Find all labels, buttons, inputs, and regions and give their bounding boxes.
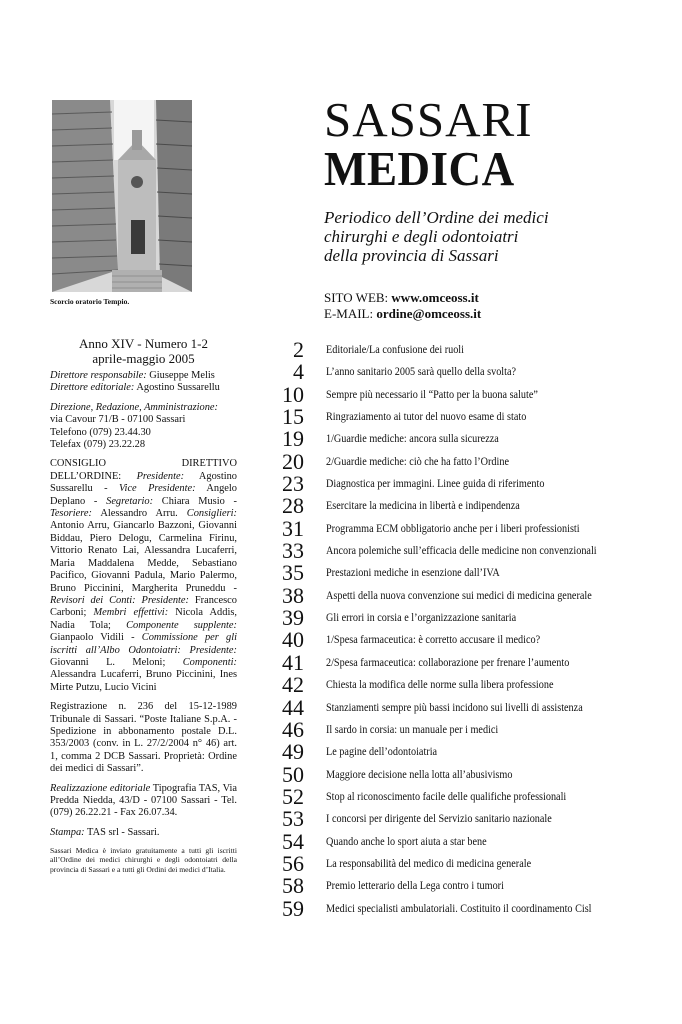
toc-title (326, 432, 522, 446)
alley-photo-image (52, 100, 192, 292)
toc-entry[interactable] (270, 426, 670, 452)
toc-entry[interactable] (270, 493, 670, 519)
toc-page-number: 2 (293, 337, 304, 362)
toc-title-text: Il sardo in corsia: un manuale per i medici (326, 722, 499, 736)
toc-entry[interactable] (270, 605, 670, 631)
director-editorial-name: Agostino Sussarellu (134, 382, 220, 394)
council-text: Nicola Addis, Nadia Tola; (50, 607, 237, 631)
toc-title-text: 1/Guardie mediche: ancora sulla sicurezza (326, 432, 499, 446)
toc-title (326, 343, 483, 357)
toc-entry[interactable] (270, 672, 670, 698)
toc-title (326, 410, 554, 424)
council-role: Segretario: (106, 495, 154, 507)
toc-title-text: I concorsi per dirigente del Servizio sanitario nazionale (326, 812, 552, 826)
council-text: Angelo Deplano - (50, 483, 237, 507)
council-role: Presidente: (136, 470, 185, 482)
website-label: SITO WEB: (324, 290, 392, 305)
issue-number: Anno XIV - Numero 1-2 (78, 336, 209, 351)
toc-entry[interactable] (270, 651, 670, 673)
council-text: Chiara Musio - (153, 495, 237, 507)
toc-page-number: 44 (282, 694, 304, 720)
toc-page-number: 15 (282, 404, 304, 430)
toc-title (326, 835, 509, 849)
toc-title-text: Le pagine dell’odontoiatria (326, 745, 438, 759)
council-text: Antonio Arru, Giancarlo Bazzoni, Giovanni Biddau, Piero Delogu, Carmelina Firinu, Vittorio Renato Lai, Alessandra Lucaferri, Maria Maddalena Medde, Sebastiano Pacifico, Giovanni Padula, Mario Palermo, Bruno Piccinini, Margherita Pruneddu - (50, 520, 237, 594)
toc-entry[interactable] (270, 763, 670, 785)
toc-title (326, 566, 523, 580)
director-responsible-name: Giuseppe Melis (146, 370, 215, 381)
print-label: Stampa: (50, 826, 85, 838)
toc-entry[interactable] (270, 696, 670, 718)
production-text: Tipografia TAS, Via Predda Niedda, 43/D - 07100 Sassari - Tel. (079) 26.22.21 - Fax 26.07.34. (50, 782, 237, 819)
council-role: Revisori dei Conti: Presidente: (50, 594, 189, 606)
office-address: via Cavour 71/B - 07100 Sassari (50, 414, 186, 426)
email-link[interactable]: ordine@omceoss.it (376, 306, 482, 321)
toc-title-text: Maggiore decisione nella lotta all’abusivismo (326, 767, 513, 781)
issue-date: aprile-maggio 2005 (92, 351, 195, 366)
toc-entry[interactable] (270, 560, 670, 586)
council-role: Vice Presidente: (118, 483, 196, 495)
toc-page-number: 52 (282, 783, 304, 809)
director-responsible-label: Direttore responsabile: (50, 370, 147, 381)
masthead-title-line1: SASSARI (324, 92, 533, 147)
toc-title-text: Quando anche lo sport aiuta a star bene (326, 834, 487, 848)
toc-title (326, 455, 534, 469)
print-block (50, 827, 237, 839)
production-label: Realizzazione editoriale (50, 782, 151, 794)
toc-title-text: 2/Guardie mediche: ciò che ha fatto l’Ordine (326, 454, 510, 468)
toc-page-number: 23 (282, 471, 304, 497)
colophon (50, 336, 237, 881)
toc-title (326, 633, 569, 647)
toc-page-number: 31 (282, 515, 304, 541)
website-link[interactable]: www.omceoss.it (391, 290, 479, 305)
issue-info (50, 336, 237, 366)
email-label: E-MAIL: (324, 306, 377, 321)
council-text: Gianpaolo Vidili - (50, 632, 142, 644)
toc-title-text: Stop al riconoscimento facile delle qualifiche professionali (326, 789, 567, 803)
toc-title (326, 701, 618, 715)
toc-entry[interactable] (270, 830, 670, 852)
toc-title (326, 544, 634, 558)
toc-entry[interactable] (270, 852, 670, 874)
email-line (324, 306, 481, 322)
toc-title-text: Ancora polemiche sull’efficacia delle medicine non convenzionali (326, 544, 597, 558)
council-role: Membri effettivi: (93, 607, 169, 619)
toc-title-text: Aspetti della nuova convenzione sui medici di medicina generale (326, 588, 592, 602)
toc-entry[interactable] (270, 450, 670, 472)
toc-page-number: 49 (282, 739, 304, 765)
director-editorial-label: Direttore editoriale: (50, 382, 135, 394)
website-line (324, 290, 481, 306)
registration-block: Registrazione n. 236 del 15-12-1989 Tribunale di Sassari. “Poste Italiane S.p.A. - Spedizione in abbonamento postale D.L. 353/2003 (conv. in L. 27/2/2004 n° 46) art. 1, comma 2 DCB Sassari. Proprietà: Ordine dei medici di Sassari”. (50, 701, 237, 775)
council-text: Francesco Carboni; (50, 594, 237, 619)
council-role: Commissione per gli iscritti all’Albo Odontoiatri: Presidente: (50, 632, 237, 656)
toc-page-number: 20 (282, 448, 304, 474)
toc-page-number: 56 (282, 850, 304, 876)
toc-page-number: 53 (282, 806, 304, 832)
toc-entry[interactable] (270, 873, 670, 899)
office-block (50, 402, 237, 452)
office-fax: Telefax (079) 23.22.28 (50, 439, 146, 451)
toc-entry[interactable] (270, 627, 670, 653)
council-role: Consiglieri: (186, 508, 237, 520)
toc-entry[interactable] (270, 897, 670, 919)
toc-title-text: Editoriale/La confusione dei ruoli (326, 343, 464, 356)
toc-page-number: 39 (282, 605, 304, 631)
toc-title (326, 365, 542, 379)
toc-title (326, 678, 585, 692)
production-block (50, 783, 237, 820)
toc-title-text: Medici specialisti ambulatoriali. Costituito il coordinamento Cisl (326, 901, 592, 915)
toc-page-number: 38 (282, 582, 304, 608)
toc-entry[interactable] (270, 739, 670, 765)
toc-title-text: L’anno sanitario 2005 sarà quello della svolta? (326, 365, 517, 379)
toc-title (326, 812, 583, 826)
toc-entry[interactable] (270, 359, 670, 385)
director-responsible (50, 370, 237, 382)
toc-page-number: 54 (282, 828, 304, 854)
council-block (50, 458, 237, 694)
table-of-contents (270, 338, 670, 919)
council-text: Agostino Sussarellu - (50, 470, 237, 495)
toc-title-text: Sempre più necessario il “Patto per la buona salute” (326, 387, 538, 401)
toc-entry[interactable] (270, 538, 670, 564)
council-role: Tesoriere: (50, 508, 92, 520)
toc-page-number: 46 (282, 716, 304, 742)
toc-page-number: 28 (282, 493, 304, 519)
toc-page-number: 35 (282, 560, 304, 586)
toc-title (326, 768, 538, 782)
toc-title (326, 790, 599, 804)
toc-entry[interactable] (270, 404, 670, 430)
toc-title (326, 388, 567, 402)
toc-title (326, 902, 628, 916)
distribution-note: Sassari Medica è inviato gratuitamente a tutti gli iscritti all’Ordine dei medici chirurghi e degli odontoiatri della provincia di Sassari e a tutti gli Ordini dei medici d’Italia. (50, 846, 237, 874)
toc-title-text: Chiesta la modifica delle norme sulla libera professione (326, 678, 554, 692)
office-phone: Telefono (079) 23.44.30 (50, 426, 151, 438)
toc-entry[interactable] (270, 584, 670, 606)
print-text: TAS srl - Sassari. (84, 826, 160, 838)
council-text: CONSIGLIO DIRETTIVO DELL’ORDINE: (50, 458, 237, 482)
toc-page-number: 58 (282, 873, 304, 899)
toc-page-number: 4 (293, 359, 304, 385)
toc-title-text: Stanziamenti sempre più bassi incidono sui livelli di assistenza (326, 700, 583, 714)
staff-block (50, 370, 237, 395)
council-text: Giovanni L. Meloni; (50, 656, 183, 668)
toc-entry[interactable] (270, 383, 670, 405)
toc-title-text: Programma ECM obbligatorio anche per i liberi professionisti (326, 521, 580, 535)
toc-title-text: Prestazioni mediche in esenzione dall’IVA (326, 566, 500, 580)
contacts (324, 290, 481, 322)
toc-page-number: 40 (282, 627, 304, 653)
toc-title-text: 1/Spesa farmaceutica: è corretto accusare il medico? (326, 633, 541, 647)
council-text: Alessandra Lucaferri, Bruno Piccinini, Ines Mirte Putzu, Lucio Vicini (50, 669, 237, 693)
toc-entry[interactable] (270, 806, 670, 832)
toc-entry[interactable] (270, 718, 670, 740)
toc-title-text: Ringraziamento ai tutor del nuovo esame di stato (326, 410, 527, 424)
toc-title (326, 745, 452, 759)
subtitle-line: della provincia di Sassari (324, 246, 499, 265)
director-editorial (50, 382, 237, 394)
photo-caption: Scorcio oratorio Tempio. (50, 297, 130, 306)
toc-title-text: La responsabilità del medico di medicina generale (326, 856, 532, 870)
toc-title (326, 499, 546, 513)
toc-page-number: 42 (282, 672, 304, 698)
toc-page-number: 41 (282, 649, 304, 675)
toc-title (326, 857, 559, 871)
masthead-title-line2: MEDICA (324, 141, 515, 196)
toc-page-number: 10 (282, 381, 304, 407)
toc-entry[interactable] (270, 338, 670, 360)
council-role: Componente supplente: (126, 619, 237, 631)
toc-title-text: Gli errori in corsia e l’organizzazione sanitaria (326, 611, 517, 625)
toc-title-text: Diagnostica per immagini. Linee guida di riferimento (326, 477, 545, 491)
council-text: Alessandro Arru. (91, 508, 187, 520)
toc-title (326, 611, 542, 625)
toc-title (326, 879, 528, 893)
masthead-subtitle (324, 208, 549, 265)
toc-title (326, 522, 614, 536)
cover-photo (52, 100, 192, 292)
council-role: Componenti: (182, 656, 237, 668)
toc-page-number: 59 (282, 895, 304, 921)
toc-entry[interactable] (270, 471, 670, 497)
toc-title (326, 656, 603, 670)
toc-title-text: Premio letterario della Lega contro i tumori (326, 879, 504, 893)
toc-title-text: Esercitare la medicina in libertà e indipendenza (326, 499, 520, 513)
office-label: Direzione, Redazione, Amministrazione: (50, 401, 218, 413)
subtitle-line: Periodico dell’Ordine dei medici (324, 208, 549, 227)
toc-title (326, 723, 522, 737)
toc-entry[interactable] (270, 785, 670, 807)
toc-title (326, 477, 574, 491)
toc-page-number: 50 (282, 761, 304, 787)
toc-entry[interactable] (270, 517, 670, 539)
toc-page-number: 33 (282, 538, 304, 564)
toc-page-number: 19 (282, 426, 304, 452)
toc-title-text: 2/Spesa farmaceutica: collaborazione per frenare l’aumento (326, 655, 570, 669)
toc-title (326, 589, 628, 603)
subtitle-line: chirurghi e degli odontoiatri (324, 227, 519, 246)
